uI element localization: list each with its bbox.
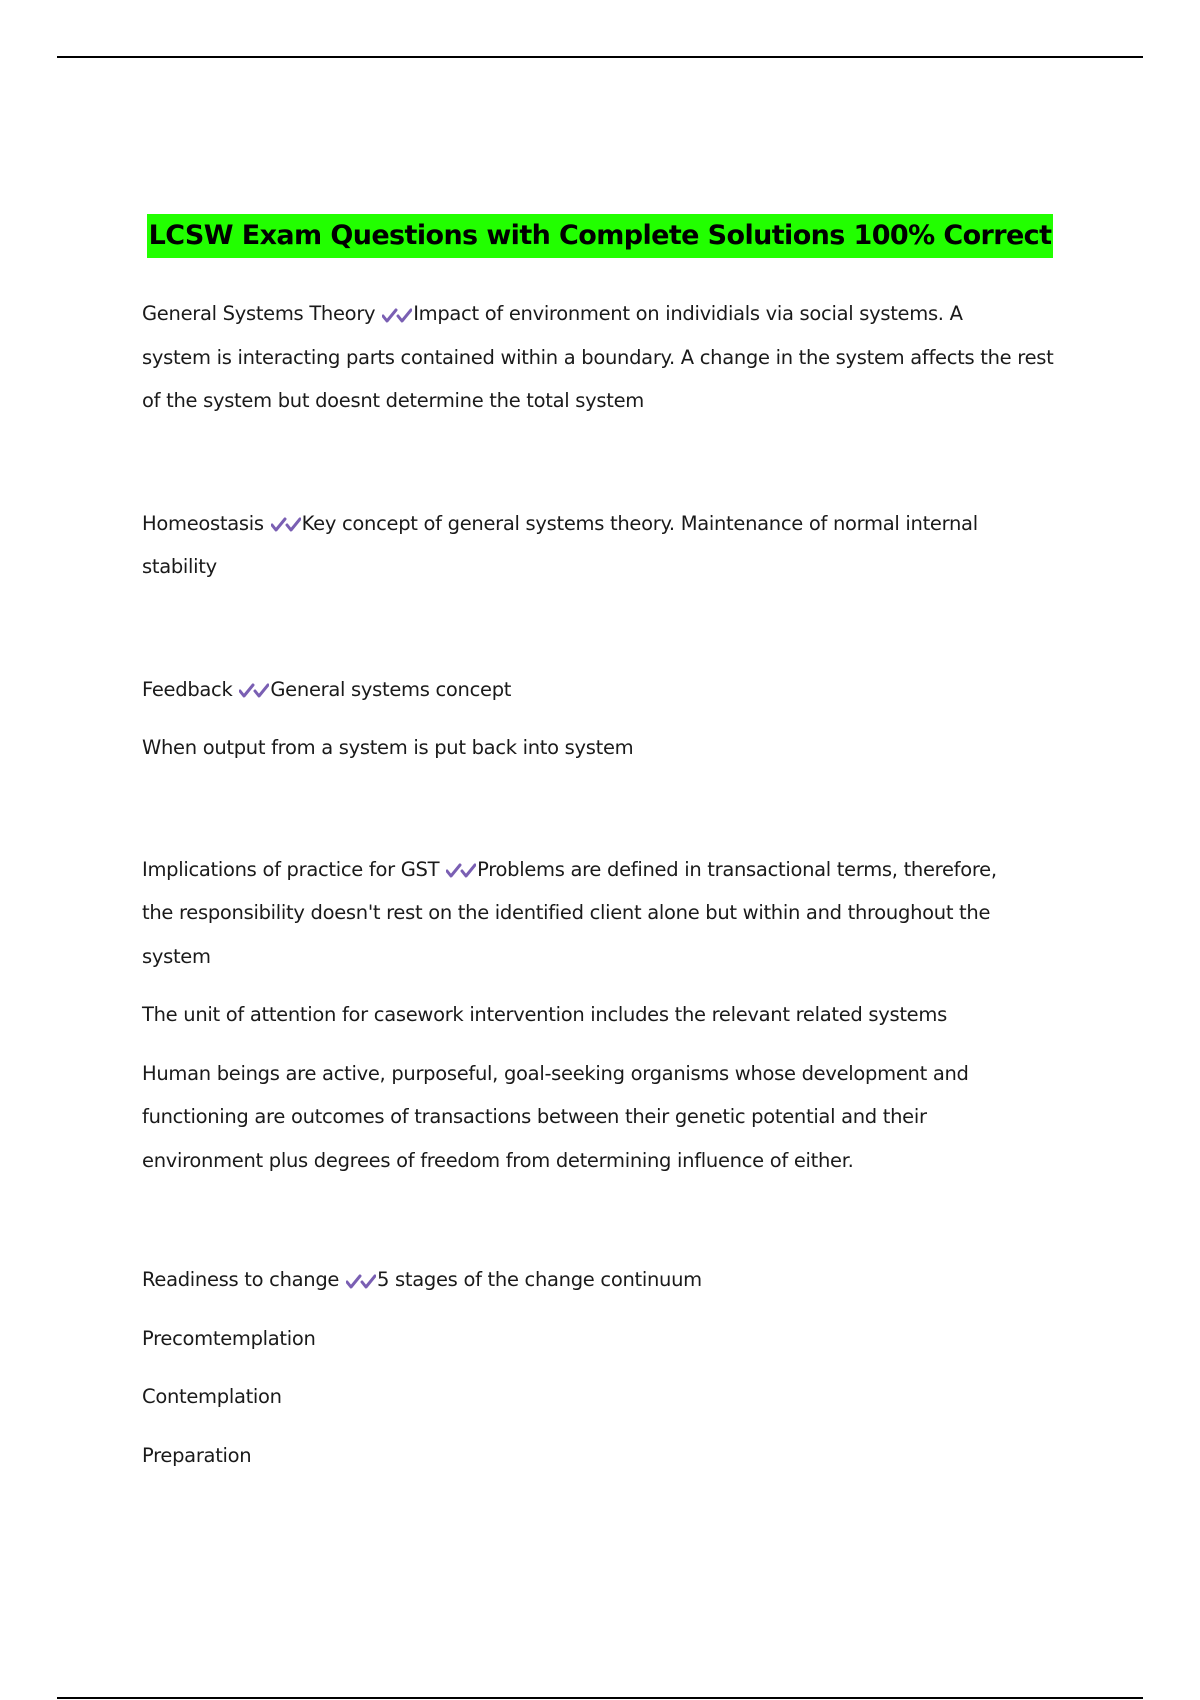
entry-term: General Systems Theory: [142, 302, 376, 325]
entry-answer-start: Impact of environment on individials via social systems. A: [413, 302, 963, 325]
entry-first-line: [142, 502, 1062, 546]
entry-first-line: [142, 848, 1062, 892]
entry-continuation: system: [142, 944, 211, 968]
double-checkmark-icon: [346, 1270, 376, 1292]
entry-paragraph: environment plus degrees of freedom from determining influence of either.: [142, 1148, 854, 1172]
entry-first-line: [142, 668, 1062, 712]
entry-answer-start: General systems concept: [270, 677, 512, 701]
entry-continuation: stability: [142, 555, 217, 578]
qa-entry: [142, 292, 1062, 423]
entry-continuation: of the system but doesnt determine the total system: [142, 389, 644, 412]
entry-paragraph: Preparation: [142, 1443, 252, 1467]
entry-term: Feedback: [142, 677, 233, 701]
entry-first-line: [142, 292, 1062, 336]
entry-paragraph: Precomtemplation: [142, 1326, 316, 1350]
entry-paragraph: Contemplation: [142, 1385, 282, 1408]
entry-term: Homeostasis: [142, 511, 264, 535]
entry-term: Readiness to change: [142, 1268, 340, 1291]
entry-continuation: system is interacting parts contained within a boundary. A change in the system affects the rest: [142, 345, 1054, 369]
entry-first-line: [142, 1258, 1062, 1302]
entry-answer-start: 5 stages of the change continuum: [377, 1268, 702, 1291]
entry-paragraph: The unit of attention for casework intervention includes the relevant related systems: [142, 1003, 947, 1026]
entry-paragraph: Human beings are active, purposeful, goal-seeking organisms whose development and: [142, 1061, 969, 1085]
entry-answer-start: Key concept of general systems theory. Maintenance of normal internal: [301, 511, 978, 535]
entry-paragraph: When output from a system is put back into system: [142, 736, 634, 759]
double-checkmark-icon: [446, 859, 476, 881]
qa-entry: [142, 848, 1062, 1183]
double-checkmark-icon: [239, 679, 269, 701]
entry-answer-start: Problems are defined in transactional terms, therefore,: [477, 857, 997, 881]
double-checkmark-icon: [271, 513, 301, 535]
entry-continuation: the responsibility doesn't rest on the identified client alone but within and throughout the: [142, 901, 991, 924]
document-title: LCSW Exam Questions with Complete Solutions 100% Correct: [147, 214, 1054, 258]
entry-term: Implications of practice for GST: [142, 857, 440, 881]
qa-entry: [142, 1258, 1062, 1477]
qa-entry: [142, 502, 1062, 589]
double-checkmark-icon: [382, 304, 412, 326]
footer-rule: [57, 1697, 1143, 1699]
title-wrap: [0, 214, 1200, 258]
qa-entry: [142, 668, 1062, 770]
entry-paragraph: functioning are outcomes of transactions between their genetic potential and their: [142, 1105, 927, 1128]
qa-content: [142, 292, 1062, 1477]
header-rule: [57, 56, 1143, 58]
